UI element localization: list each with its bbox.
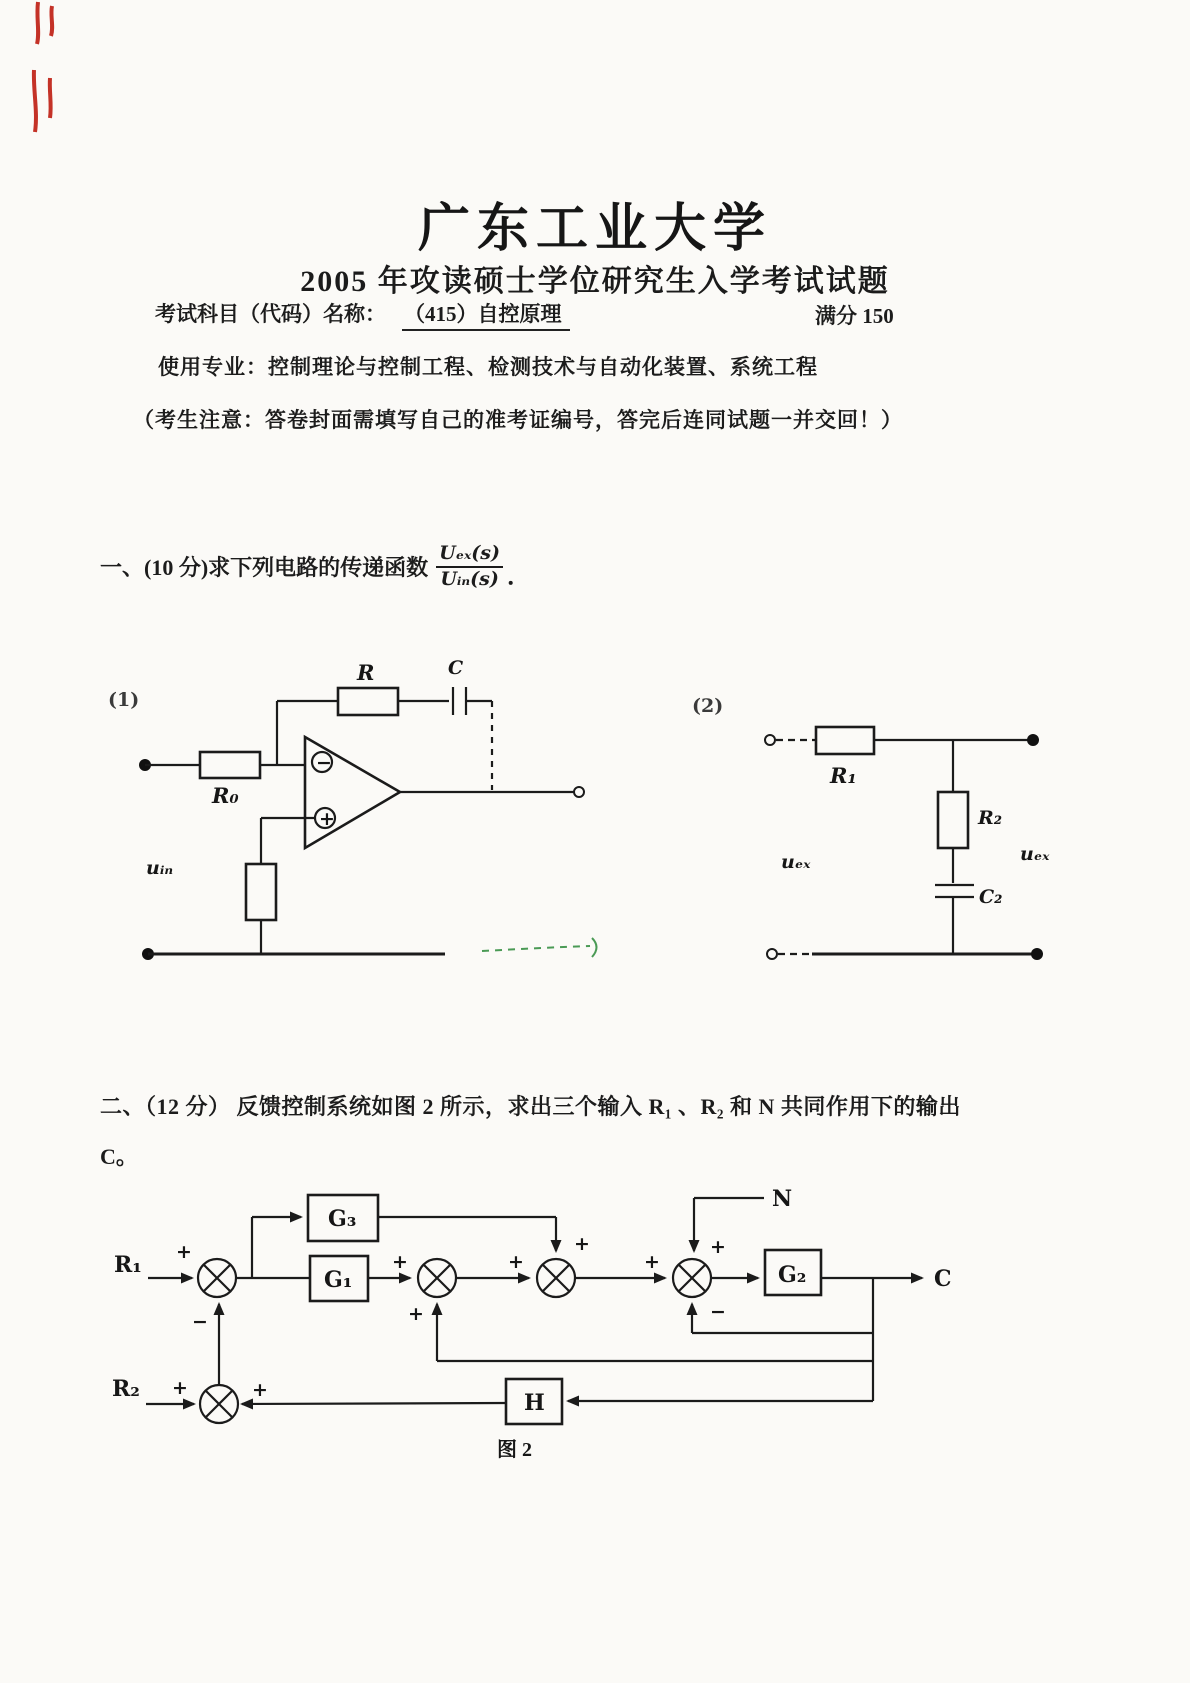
- sign-plus-n: +: [710, 1236, 726, 1258]
- resistor-r2: [938, 792, 968, 848]
- resistor-r0-label: R₀: [212, 783, 239, 808]
- question1-period: ．: [506, 563, 531, 590]
- summing-junction-4: [673, 1259, 711, 1297]
- left-bottom-terminal-circle: [767, 949, 777, 959]
- sign-plus-g1-out: +: [392, 1251, 408, 1273]
- university-title: 广东工业大学: [417, 201, 772, 258]
- subject-label: 考试科目（代码）名称：: [155, 302, 386, 326]
- capacitor-c2: [935, 885, 974, 897]
- subject-value: （415）自控原理: [402, 298, 570, 331]
- right-top-terminal-dot: [1027, 734, 1039, 746]
- resistor-r-label: R: [357, 660, 375, 685]
- full-score: 满分 150: [815, 304, 894, 328]
- notice-line: （考生注意：答卷封面需填写自己的准考证编号，答完后连同试题一并交回！）: [133, 408, 903, 432]
- resistor-r2-label: R₂: [978, 807, 1003, 829]
- circuit2-index-label: (2): [692, 695, 724, 717]
- question1-prefix: 一、(10 分)求下列电路的传递函数: [100, 555, 429, 581]
- resistor-r1-label: R₁: [830, 763, 857, 788]
- opamp-inverting-input-icon: [312, 752, 332, 774]
- capacitor-c2-label: C₂: [979, 886, 1003, 908]
- resistor-ground: [246, 864, 276, 920]
- left-top-terminal-circle: [765, 735, 775, 745]
- sign-plus-junction4-in: +: [644, 1251, 660, 1273]
- fraction-numerator: Uₑₓ(s): [436, 543, 503, 568]
- sign-plus-junction3-in: +: [508, 1251, 524, 1273]
- c-output-label: C: [934, 1266, 952, 1292]
- question2-text-line2: C。: [100, 1144, 138, 1169]
- sign-minus-junction4-fb: −: [710, 1301, 726, 1323]
- resistor-r-feedback: [338, 688, 398, 715]
- u-in-label: uᵢₙ: [146, 857, 174, 879]
- block-g3-label: G₃: [328, 1206, 357, 1232]
- capacitor-c-label: C: [448, 657, 464, 679]
- sign-plus-r1: +: [176, 1241, 192, 1263]
- fraction-denominator: Uᵢₙ(s): [440, 567, 499, 590]
- opamp-noninverting-input-icon: [315, 808, 335, 830]
- block-g2-label: G₂: [778, 1262, 807, 1288]
- svg-text:−: −: [316, 752, 332, 774]
- summing-junction-5: [200, 1385, 238, 1423]
- n-input-label: N: [772, 1186, 793, 1212]
- sign-plus-r2: +: [172, 1377, 188, 1399]
- question2-text-line1: 二、（12 分） 反馈控制系统如图 2 所示，求出三个输入 R₁ 、R₂ 和 N 共同作用下的输出: [100, 1094, 961, 1119]
- question2-block-diagram: [0, 1160, 1190, 1490]
- u-left-label: uₑₓ: [781, 851, 811, 873]
- sign-plus-h-out: +: [252, 1379, 268, 1401]
- summing-junction-2: [418, 1259, 456, 1297]
- scan-artifact-green-tail: [592, 938, 597, 957]
- summing-junction-1: [198, 1259, 236, 1297]
- r2-input-label: R₂: [112, 1376, 140, 1402]
- circuit1-index-label: (1): [108, 689, 140, 711]
- sign-minus-junction1: −: [192, 1311, 208, 1333]
- r1-input-label: R₁: [114, 1252, 142, 1278]
- circuit-1-opamp: [108, 657, 597, 960]
- summing-junction-3: [537, 1259, 575, 1297]
- resistor-r1: [816, 727, 874, 754]
- resistor-r0: [200, 752, 260, 778]
- u-right-label: uₑₓ: [1020, 843, 1050, 865]
- transfer-function-fraction: [436, 543, 503, 591]
- block-g1-label: G₁: [324, 1267, 353, 1293]
- capacitor-c-feedback: [453, 687, 466, 715]
- scan-artifact-green: [482, 946, 590, 951]
- question1-circuits: [0, 600, 1190, 1000]
- sign-plus-junction2-fb: +: [408, 1303, 424, 1325]
- right-bottom-terminal-dot: [1031, 948, 1043, 960]
- svg-text:+: +: [319, 808, 335, 830]
- output-terminal-circle: [574, 787, 584, 797]
- circuit-2-rc-network: [692, 695, 1050, 960]
- sign-plus-g3-branch: +: [574, 1233, 590, 1255]
- majors-line: 使用专业：控制理论与控制工程、检测技术与自动化装置、系统工程: [158, 355, 818, 379]
- question1-text: [100, 543, 531, 591]
- block-h-label: H: [524, 1390, 545, 1416]
- subject-line: [155, 298, 1145, 331]
- red-pen-marks: [0, 0, 120, 160]
- exam-subtitle: 2005 年攻读硕士学位研究生入学考试试题: [300, 265, 890, 298]
- figure2-caption: 图 2: [497, 1439, 532, 1461]
